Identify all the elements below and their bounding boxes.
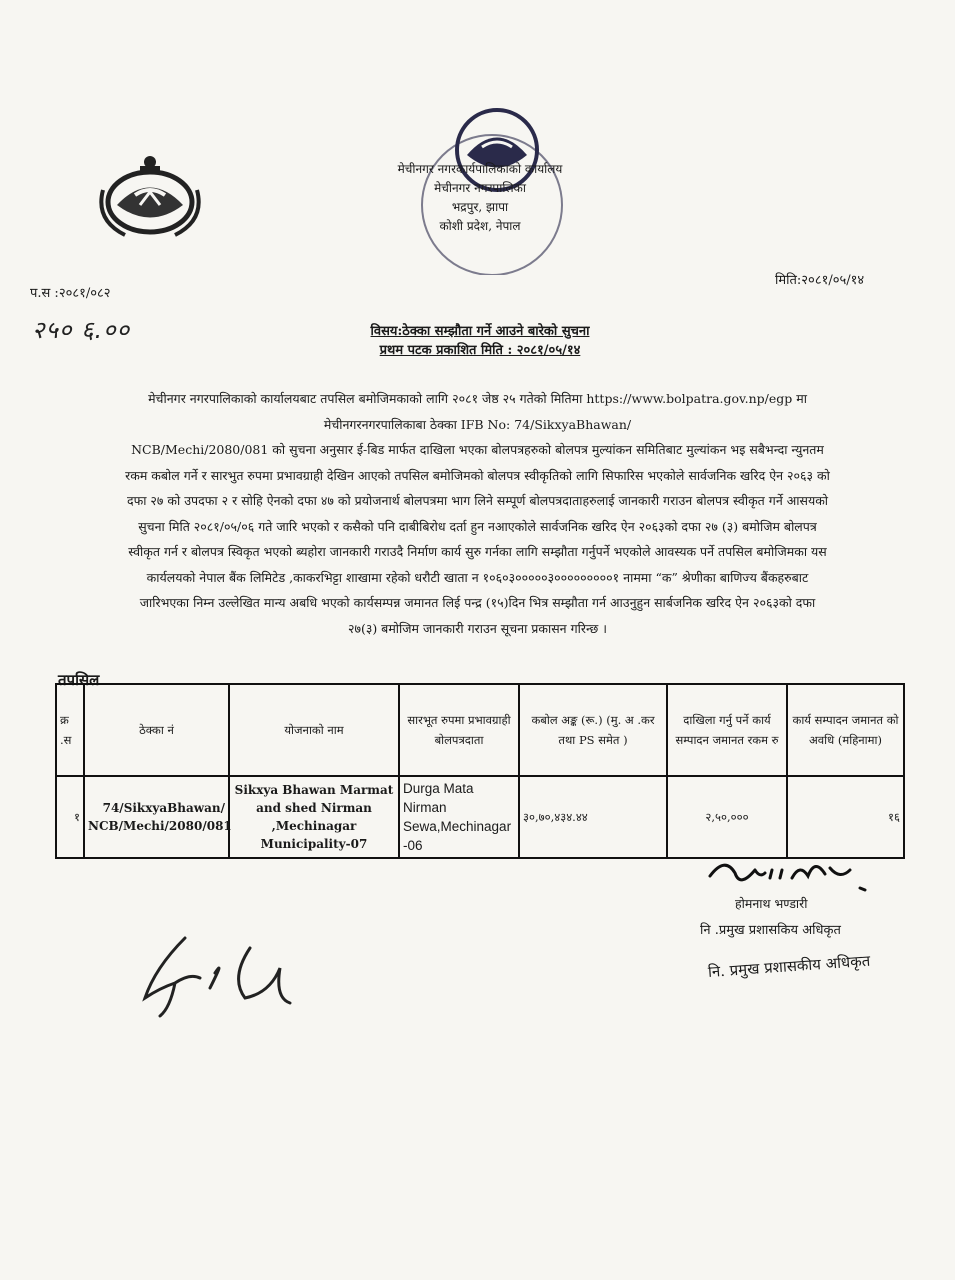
body-line: कार्यलयको नेपाल बैंक लिमिटेड ,काकरभिट्टा शाखामा रहेको धरौटी खाता न १०६०३०००००३०००००००००१ नाममा “क” श्रेणीका बाणिज्य बैंकहरुबाट xyxy=(146,569,809,585)
office-line-4: कोशी प्रदेश, नेपाल xyxy=(439,219,521,233)
office-line-1: मेचीनगर नगरकार्यपालिकाको कार्यालय xyxy=(397,162,563,176)
cell-bidder: Durga Mata Nirman Sewa,Mechinagar -06 xyxy=(399,776,519,858)
office-header xyxy=(355,160,605,236)
body-line: मेचीनगरनगरपालिकाबा ठेक्का IFB No: 74/SikxyaBhawan/ xyxy=(323,416,632,432)
notice-body xyxy=(50,386,905,641)
handwritten-dispatch-number: २५० ६.०० xyxy=(32,316,131,344)
cell-guarantee-amount: २,५०,००० xyxy=(667,776,787,858)
body-line: मेचीनगर नगरपालिकाको कार्यालयबाट तपसिल बमोजिमकाको लागि २०८१ जेष्ठ २५ गतेको मितिमा https://www.bolpatra.gov.np/egp मा xyxy=(148,391,807,406)
body-line: २७(३) बमोजिम जानकारी गराउन सूचना प्रकासन गरिन्छ । xyxy=(347,620,608,636)
reference-number: प.स :२०८१/०८२ xyxy=(30,286,111,301)
header-bidder: सारभूत रुपमा प्रभावग्राही बोलपत्रदाता xyxy=(399,684,519,776)
signer-name: होमनाथ भण्डारी xyxy=(735,896,808,911)
signer-designation: नि .प्रमुख प्रशासकिय अधिकृत xyxy=(700,923,841,938)
header-guarantee-period: कार्य सम्पादन जमानत को अवधि (महिनामा) xyxy=(787,684,904,776)
cell-serial: १ xyxy=(56,776,84,858)
office-line-3: भद्रपुर, झापा xyxy=(451,200,509,214)
contract-details-table xyxy=(55,683,905,859)
body-line: रकम कबोल गर्ने र सारभुत रुपमा प्रभावग्राही देखिन आएको तपसिल बमोजिमको बोलपत्र स्वीकृतिको लागि सिफारिस भएकोले सार्वजनिक खरिद ऐन २०६३ को xyxy=(125,467,830,483)
cell-guarantee-period: १६ xyxy=(787,776,904,858)
header-contract-no: ठेक्का नं xyxy=(84,684,229,776)
body-line: जारिभएका निम्न उल्लेखित मान्य अबधि भएको कार्यसम्पन्न जमानत लिई पन्द्र (१५)दिन भित्र सम्झौता गर्न आउनुहुन सार्बजनिक खरिद ऐन २०६३को दफा xyxy=(139,595,816,610)
cell-project-name: Sikxya Bhawan Marmat and shed Nirman ,Mechinagar Municipality-07 xyxy=(229,776,399,858)
cell-bid-amount: ३०,७०,४३४.४४ xyxy=(519,776,667,858)
table-title: तपसिल xyxy=(58,671,100,689)
designation-stamp: नि. प्रमुख प्रशासकीय अधिकृत xyxy=(707,951,871,981)
government-emblem-icon xyxy=(95,150,205,240)
notice-subject xyxy=(270,322,690,360)
office-line-2: मेचीनगर नगरपालिका xyxy=(434,181,526,195)
table-row xyxy=(56,776,904,858)
body-line: दफा २७ को उपदफा २ र सोहि ऐनको दफा ४७ को प्रयोजनार्थ बोलपत्रमा भाग लिने सम्पूर्ण बोलपत्रदाताहरुलाई जानकारी गराउन बोलपत्र स्वीकृत गर्ने आसयको xyxy=(126,493,829,508)
header-bid-amount: कबोल अङ्क (रू.) (मु. अ .कर तथा PS समेत ) xyxy=(519,684,667,776)
body-line: सुचना मिति २०८१/०५/०६ गते जारि भएको र कसैको पनि दाबीबिरोध दर्ता हुन नआएकोले सार्वजनिक खरिद ऐन २०६३को दफा २७ (३) बमोजिम बोलपत्र xyxy=(138,518,817,534)
body-line: स्वीकृत गर्न र बोलपत्र स्विकृत भएको ब्यहोरा जानकारी गराउदै निर्माण कार्य सुरु गर्नका लागि सम्झौता गर्नुपर्ने भएकोले आवस्यक पर्ने तपसिल बमोजिमका यस xyxy=(128,544,827,559)
subject-line: विसय:ठेक्का सम्झौता गर्ने आउने बारेको सुचना xyxy=(370,324,590,339)
header-guarantee-amount: दाखिला गर्नु पर्ने कार्य सम्पादन जमानत रकम रु xyxy=(667,684,787,776)
table-header-row xyxy=(56,684,904,776)
officer-signature xyxy=(700,848,875,898)
published-date-line: प्रथम पटक प्रकाशित मिति : २०८१/०५/१४ xyxy=(379,343,581,358)
header-project-name: योजनाको नाम xyxy=(229,684,399,776)
notice-date: मिति:२०८१/०५/१४ xyxy=(775,273,865,288)
cell-contract-no: 74/SikxyaBhawan/ NCB/Mechi/2080/081 xyxy=(84,776,229,858)
header-serial: क्र .स xyxy=(56,684,84,776)
body-line: NCB/Mechi/2080/081 को सुचना अनुसार ई-बिड मार्फत दाखिला भएका बोलपत्रहरुको बोलपत्र मुल्यांकन समितिबाट मुल्यांकन भइ सबैभन्दा न्युनतम xyxy=(131,442,824,457)
handwritten-signature xyxy=(130,928,300,1023)
